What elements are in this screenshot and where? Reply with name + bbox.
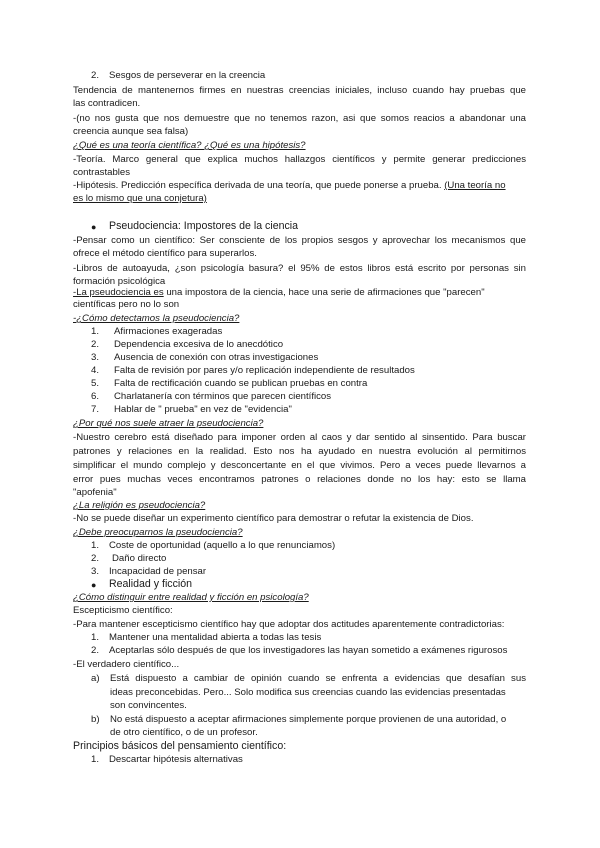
list-number: 2. [91, 553, 100, 564]
list-number: 1. [91, 632, 100, 643]
list-item: Realidad y ficción [109, 578, 193, 590]
cerebro-line-4: error pues muchas veces encontramos patrones o relaciones donde no los hay: esto se llama [73, 474, 526, 485]
principios-heading: Principios básicos del pensamiento científico: [73, 740, 287, 752]
list-item: Afirmaciones exageradas [114, 326, 223, 337]
item-b-line-2: de otro científico, o de un profesor. [110, 727, 258, 738]
impostora-rest: una impostora de la ciencia, hace una serie de afirmaciones que "parecen" [163, 287, 485, 298]
impostora-underlined: -La pseudociencia es [73, 287, 164, 298]
list-number: 1. [91, 326, 100, 337]
section-heading: Sesgos de perseverar en la creencia [109, 70, 266, 81]
list-number: 7. [91, 404, 100, 415]
list-item: Daño directo [112, 553, 167, 564]
item-a-line-3: son convincentes. [110, 700, 187, 711]
mantener-escepticismo: -Para mantener escepticismo científico hay que adoptar dos actitudes aparentemente contradictorias: [73, 619, 505, 630]
list-item: Hablar de " prueba" en vez de "evidencia" [114, 404, 292, 415]
cerebro-line-5: "apofenia" [73, 487, 117, 498]
list-number: 3. [91, 352, 100, 363]
impostora-line-1 [73, 287, 526, 299]
question-distinguir: ¿Cómo distinguir entre realidad y ficción en psicología? [73, 592, 309, 603]
cerebro-line-2: patrones y relaciones en la realidad. Esto nos ha ayudado en nuestra evolución al permitirnos [73, 446, 526, 457]
verdadero-cientifico: -El verdadero científico... [73, 659, 180, 670]
list-number: 1. [91, 540, 100, 551]
bullet-icon: ● [91, 580, 97, 590]
list-item: Incapacidad de pensar [109, 566, 207, 577]
list-number: 1. [91, 754, 100, 765]
item-b-line-1: No está dispuesto a aceptar afirmaciones simplemente porque provienen de una autoridad, o [110, 714, 507, 725]
pensar-cientifico-2: ofrece el método científico para superarlos. [73, 248, 257, 259]
list-item: Charlatanería con términos que parecen científicos [114, 391, 332, 402]
paragraph-reacios-1: -(no nos gusta que nos demuestre que no tenemos razon, asi que somos reacios a abandonar una [73, 113, 526, 124]
definition-teoria-1: -Teoría. Marco general que explica muchos hallazgos científicos y permite generar predicciones [73, 154, 526, 165]
item-a-line-2: ideas preconcebidas. Pero... Solo modifica sus creencias cuando las evidencias presentadas [110, 687, 506, 698]
list-number: 4. [91, 365, 100, 376]
list-number: 2. [91, 339, 100, 350]
definition-hipotesis-1 [73, 180, 506, 192]
question-preocupar: ¿Debe preocuparnos la pseudociencia? [73, 527, 243, 538]
list-number: 5. [91, 378, 100, 389]
definition-teoria-2: contrastables [73, 167, 131, 178]
hipotesis-text: -Hipótesis. Predicción específica derivada de una teoría, que puede ponerse a prueba. [73, 180, 442, 191]
question-atraer: ¿Por qué nos suele atraer la pseudociencia? [73, 418, 264, 429]
list-item: Aceptarlas sólo después de que los investigadores las hayan sometido a exámenes rigurosos [109, 645, 508, 656]
impostora-line-2: científicas pero no lo son [73, 299, 180, 310]
cerebro-line-1: -Nuestro cerebro está diseñado para imponer orden al caos y dar sentido al sinsentido. Para buscar [73, 432, 526, 443]
paragraph-tendencia-2: las contradicen. [73, 98, 141, 109]
paragraph-reacios-2: creencia aunque sea falsa) [73, 126, 189, 137]
list-letter: b) [91, 714, 100, 725]
pensar-cientifico-1: -Pensar como un científico: Ser consciente de los propios sesgos y aprovechar los mecanismos que [73, 235, 526, 246]
bullet-icon: ● [91, 222, 97, 232]
cerebro-line-3: simplificar el mundo complejo y desconcertante en el que vivimos. Pero a veces puede llevarnos a [73, 460, 526, 471]
list-letter: a) [91, 673, 100, 684]
list-number: 6. [91, 391, 100, 402]
list-item: Coste de oportunidad (aquello a lo que renunciamos) [109, 540, 336, 551]
question-teoria-hipotesis: ¿Qué es una teoría científica? ¿Qué es una hipótesis? [73, 140, 306, 151]
section-number: 2. [91, 70, 100, 81]
paragraph-tendencia-1: Tendencia de mantenernos firmes en nuestras creencias iniciales, incluso cuando hay pruebas que [73, 85, 526, 96]
item-a-line-1: Está dispuesto a cambiar de opinión cuando se enfrenta a evidencias que desafían sus [110, 673, 526, 684]
list-number: 2. [91, 645, 100, 656]
list-number: 3. [91, 566, 100, 577]
question-religion: ¿La religión es pseudociencia? [73, 500, 206, 511]
pseudociencia-heading: Pseudociencia: Impostores de la ciencia [109, 220, 299, 232]
list-item: Dependencia excesiva de lo anecdótico [114, 339, 284, 350]
question-detectar: -¿Cómo detectamos la pseudociencia? [73, 313, 240, 324]
hipotesis-note-start: (Una teoría no [444, 180, 506, 191]
list-item: Mantener una mentalidad abierta a todas las tesis [109, 632, 322, 643]
list-item: Descartar hipótesis alternativas [109, 754, 243, 765]
religion-answer: -No se puede diseñar un experimento científico para demostrar o refutar la existencia de Dios. [73, 513, 474, 524]
libros-autoayuda-1: -Libros de autoayuda, ¿son psicología basura? el 95% de estos libros está escrito por personas sin [73, 263, 526, 274]
list-item: Ausencia de conexión con otras investigaciones [114, 352, 319, 363]
libros-autoayuda-2: formación psicológica [73, 276, 166, 287]
definition-hipotesis-2: es lo mismo que una conjetura) [73, 193, 207, 204]
list-item: Falta de revisión por pares y/o replicación independiente de resultados [114, 365, 415, 376]
escepticismo-heading: Escepticismo científico: [73, 605, 173, 616]
list-item: Falta de rectificación cuando se publican pruebas en contra [114, 378, 368, 389]
